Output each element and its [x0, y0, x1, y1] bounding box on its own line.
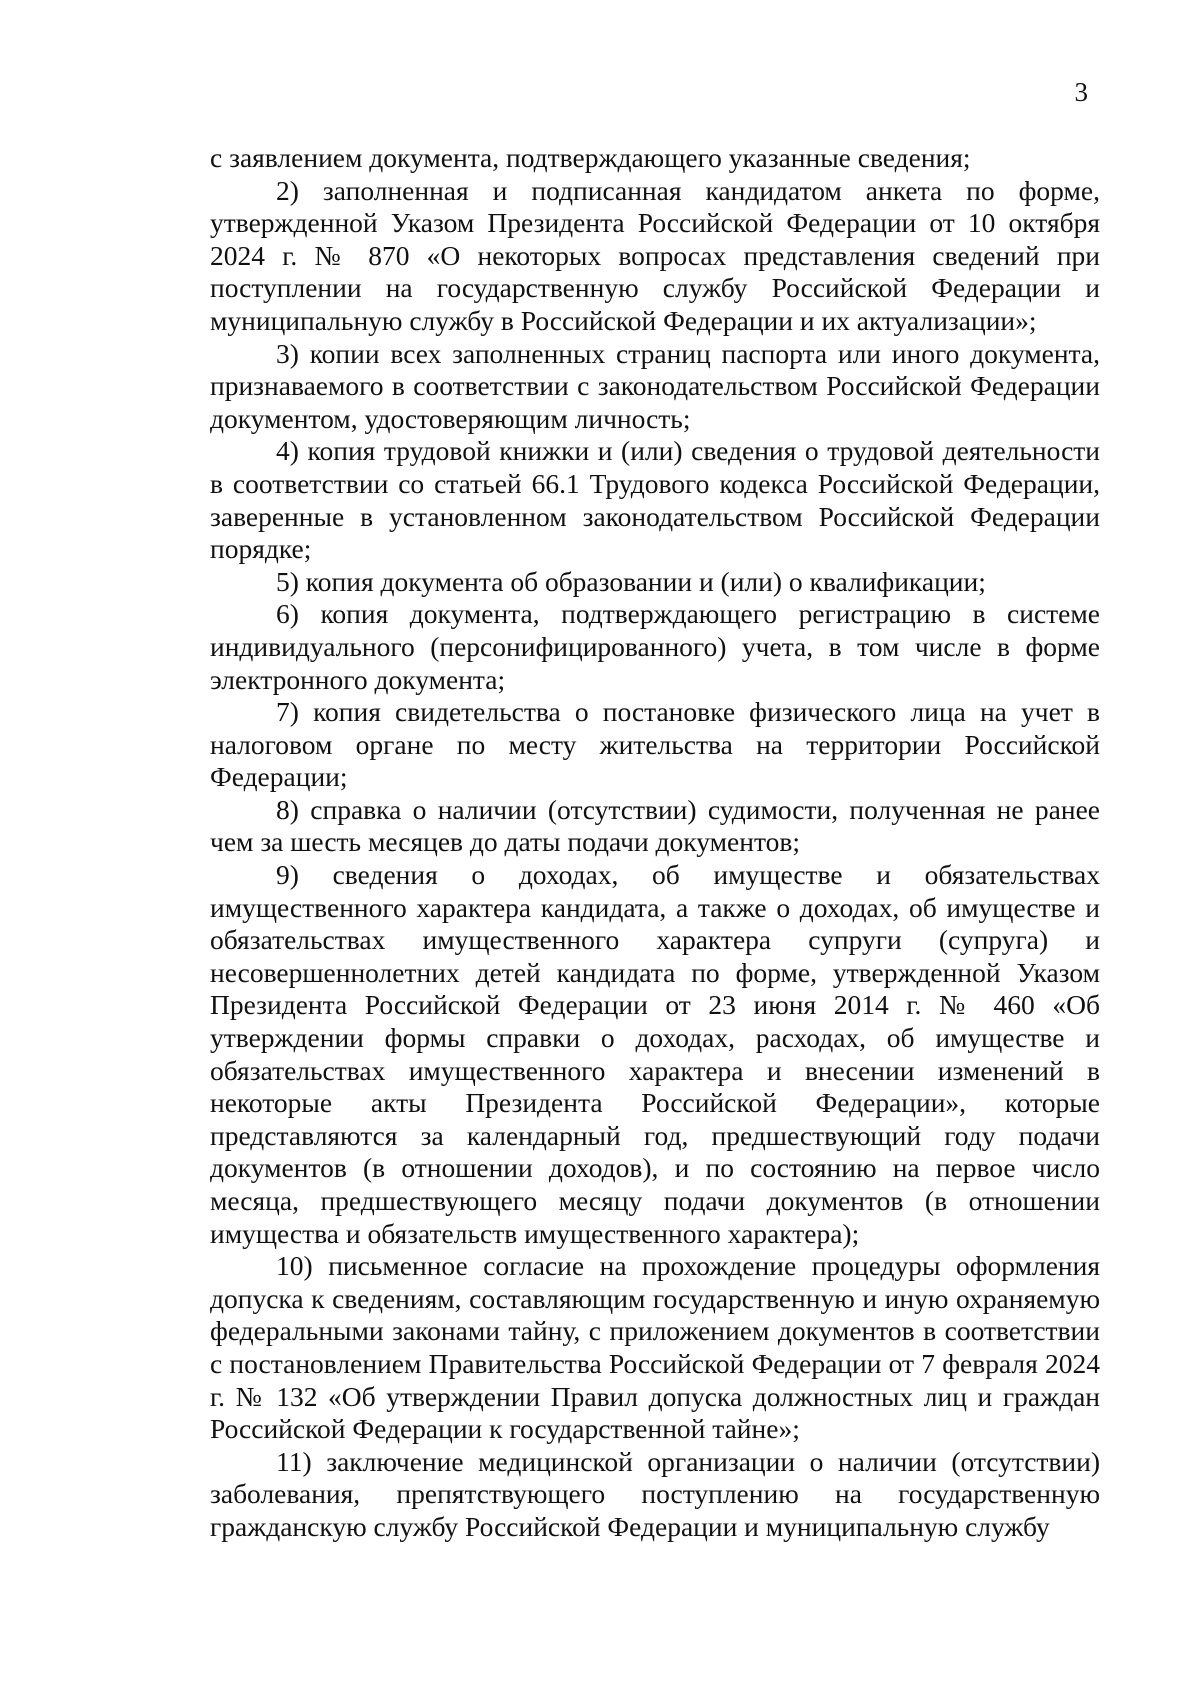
document-body [210, 142, 1100, 1544]
item-text: заполненная и подписанная кандидатом анкета по форме, утвержденной Указом Президента Российской Федерации от 10 октября 2024 г. № 870 «О некоторых вопросах представления сведений при поступлении на государственную службу Российской Федерации и муниципальную службу в Российской Федерации и их актуализации»; [210, 174, 1100, 336]
page-number: 3 [1074, 77, 1088, 107]
list-item [210, 566, 1100, 599]
item-number: 10) [276, 1250, 313, 1282]
item-text: заключение медицинской организации о наличии (отсутствии) заболевания, препятствующего поступлению на государственную гражданскую службу Российской Федерации и муниципальную службу [210, 1445, 1101, 1542]
item-number: 6) [276, 598, 299, 630]
item-number: 7) [276, 696, 299, 728]
list-item [210, 1446, 1100, 1544]
item-number: 9) [276, 859, 299, 891]
item-number: 4) [276, 435, 299, 467]
item-text: копия трудовой книжки и (или) сведения о трудовой деятельности в соответствии со статьей 66.1 Трудового кодекса Российской Федерации, заверенные в установленном законодательством Российской Федерации порядке; [210, 435, 1101, 565]
item-text: письменное согласие на прохождение процедуры оформления допуска к сведениям, составляющим государственную и иную охраняемую федеральными законами тайну, с приложением документов в соответствии с постановлением Правительства Российской Федерации от 7 февраля 2024 г. № 132 «Об утверждении Правил допуска должностных лиц и граждан Российской Федерации к государственной тайне»; [210, 1250, 1101, 1445]
list-item [210, 175, 1100, 338]
paragraph-text: с заявлением документа, подтверждающего указанные сведения; [210, 142, 971, 173]
item-text: справка о наличии (отсутствии) судимости, полученная не ранее чем за шесть месяцев до даты подачи документов; [210, 793, 1100, 858]
item-text: сведения о доходах, об имуществе и обязательствах имущественного характера кандидата, а также о доходах, об имуществе и обязательствах имущественного характера супруги (супруга) и несовершеннолетних детей кандидата по форме, утвержденной Указом Президента Российской Федерации от 23 июня 2014 г. № 460 «Об утверждении формы справки о доходах, расходах, об имуществе и обязательствах имущественного характера и внесении изменений в некоторые акты Президента Российской Федерации», которые представляются за календарный год, предшествующий году подачи документов (в отношении доходов), и по состоянию на первое число месяца, предшествующего месяцу подачи документов (в отношении имущества и обязательств имущественного характера); [210, 859, 1100, 1249]
list-item [210, 794, 1100, 859]
list-item [210, 338, 1100, 436]
item-number: 5) [276, 565, 299, 597]
item-number: 2) [276, 174, 299, 206]
item-text: копия документа об образовании и (или) о квалификации; [305, 565, 986, 597]
list-item [210, 435, 1100, 565]
item-number: 11) [276, 1445, 312, 1477]
paragraph [210, 142, 1100, 175]
item-number: 3) [276, 337, 299, 369]
item-text: копии всех заполненных страниц паспорта или иного документа, признаваемого в соответствии с законодательством Российской Федерации документом, удостоверяющим личность; [210, 337, 1100, 434]
list-item [210, 859, 1100, 1250]
item-number: 8) [276, 793, 299, 825]
list-item [210, 598, 1100, 696]
item-text: копия документа, подтверждающего регистрацию в системе индивидуального (персонифицированного) учета, в том числе в форме электронного документа; [210, 598, 1100, 695]
list-item [210, 1250, 1100, 1446]
item-text: копия свидетельства о постановке физического лица на учет в налоговом органе по месту жительства на территории Российской Федерации; [210, 696, 1101, 793]
list-item [210, 696, 1100, 794]
